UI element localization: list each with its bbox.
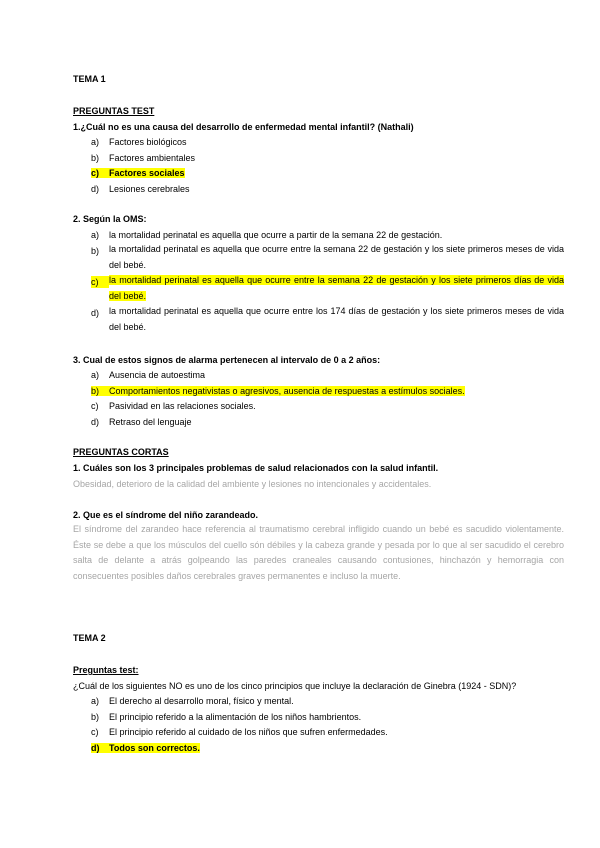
tema1-q1-option-a: a) Factores biológicos	[91, 137, 187, 147]
tema1-q2-option-c-text: la mortalidad perinatal es aquella que ocurre entre la semana 22 de gestación y los siete primeros días de vida del bebé.	[109, 275, 564, 301]
tema1-short-heading: PREGUNTAS CORTAS	[73, 447, 169, 457]
tema1-q1-question: 1.¿Cuál no es una causa del desarrollo de enfermedad mental infantil? (Nathali)	[73, 122, 414, 132]
tema2-title: TEMA 2	[73, 633, 106, 643]
tema1-q2-option-a-letter: a)	[91, 230, 100, 240]
tema1-q1-option-b: b) Factores ambientales	[91, 153, 196, 163]
tema2-test-heading: Preguntas test:	[73, 665, 139, 675]
tema1-q2-option-b-letter: b)	[91, 246, 100, 256]
tema1-q3-question: 3. Cual de estos signos de alarma pertenecen al intervalo de 0 a 2 años:	[73, 355, 381, 365]
tema1-q2-option-d-letter: d)	[91, 308, 100, 318]
tema1-sq2-question: 2. Que es el síndrome del niño zarandeado.	[73, 510, 259, 520]
tema2-q1-option-c: c) El principio referido al cuidado de los niños que sufren enfermedades.	[91, 727, 388, 737]
tema1-q1-option-c: c) Factores sociales	[91, 168, 185, 178]
tema1-sq1-answer: Obesidad, deterioro de la calidad del ambiente y lesiones no intencionales y accidentales.	[73, 479, 432, 489]
tema1-q1-option-d: d) Lesiones cerebrales	[91, 184, 190, 194]
tema1-q2-option-b-text: la mortalidad perinatal es aquella que ocurre entre la semana 22 de gestación y los siete primeros meses de vida del bebé.	[109, 244, 564, 270]
tema1-q3-option-c: c) Pasividad en las relaciones sociales.	[91, 401, 256, 411]
tema1-q2-option-a-text: la mortalidad perinatal es aquella que ocurre a partir de la semana 22 de gestación.	[109, 230, 443, 240]
tema1-q3-option-a: a) Ausencia de autoestima	[91, 370, 206, 380]
tema1-q2-option-c-letter: c)	[91, 276, 109, 288]
tema1-test-heading: PREGUNTAS TEST	[73, 106, 155, 116]
tema1-q2-option-d-text: la mortalidad perinatal es aquella que ocurre entre los 174 días de gestación y los siete primeros meses de vida del bebé.	[109, 306, 564, 332]
tema1-sq2-answer: El síndrome del zarandeo hace referencia al traumatismo cerebral infligido cuando un bebé es sacudido violentamente. Éste se debe a que los músculos del cuello són débiles y la cabeza grande y pesada por lo que al ser sacudido el cerebro salta de delante a atrás golpeando las paredes craneales causando contusiones, hinchazón y hemorragia con consecuentes posibles daños cerebrales graves permanentes e incluso la muerte.	[73, 524, 564, 581]
tema2-q1-option-b: b) El principio referido a la alimentación de los niños hambrientos.	[91, 712, 362, 722]
tema1-title: TEMA 1	[73, 74, 106, 84]
tema1-q3-option-d: d) Retraso del lenguaje	[91, 417, 192, 427]
tema2-q1-option-a: a) El derecho al desarrollo moral, físico y mental.	[91, 696, 294, 706]
tema2-q1-option-d: d) Todos son correctos.	[91, 743, 200, 753]
tema1-sq1-question: 1. Cuáles son los 3 principales problemas de salud relacionados con la salud infantil.	[73, 463, 439, 473]
tema1-q3-option-b: b) Comportamientos negativistas o agresivos, ausencia de respuestas a estímulos sociales.	[91, 386, 465, 396]
tema1-q2-question: 2. Según la OMS:	[73, 214, 147, 224]
tema2-q1-question: ¿Cuál de los siguientes NO es uno de los cinco principios que incluye la declaración de Ginebra (1924 - SDN)?	[73, 681, 517, 691]
